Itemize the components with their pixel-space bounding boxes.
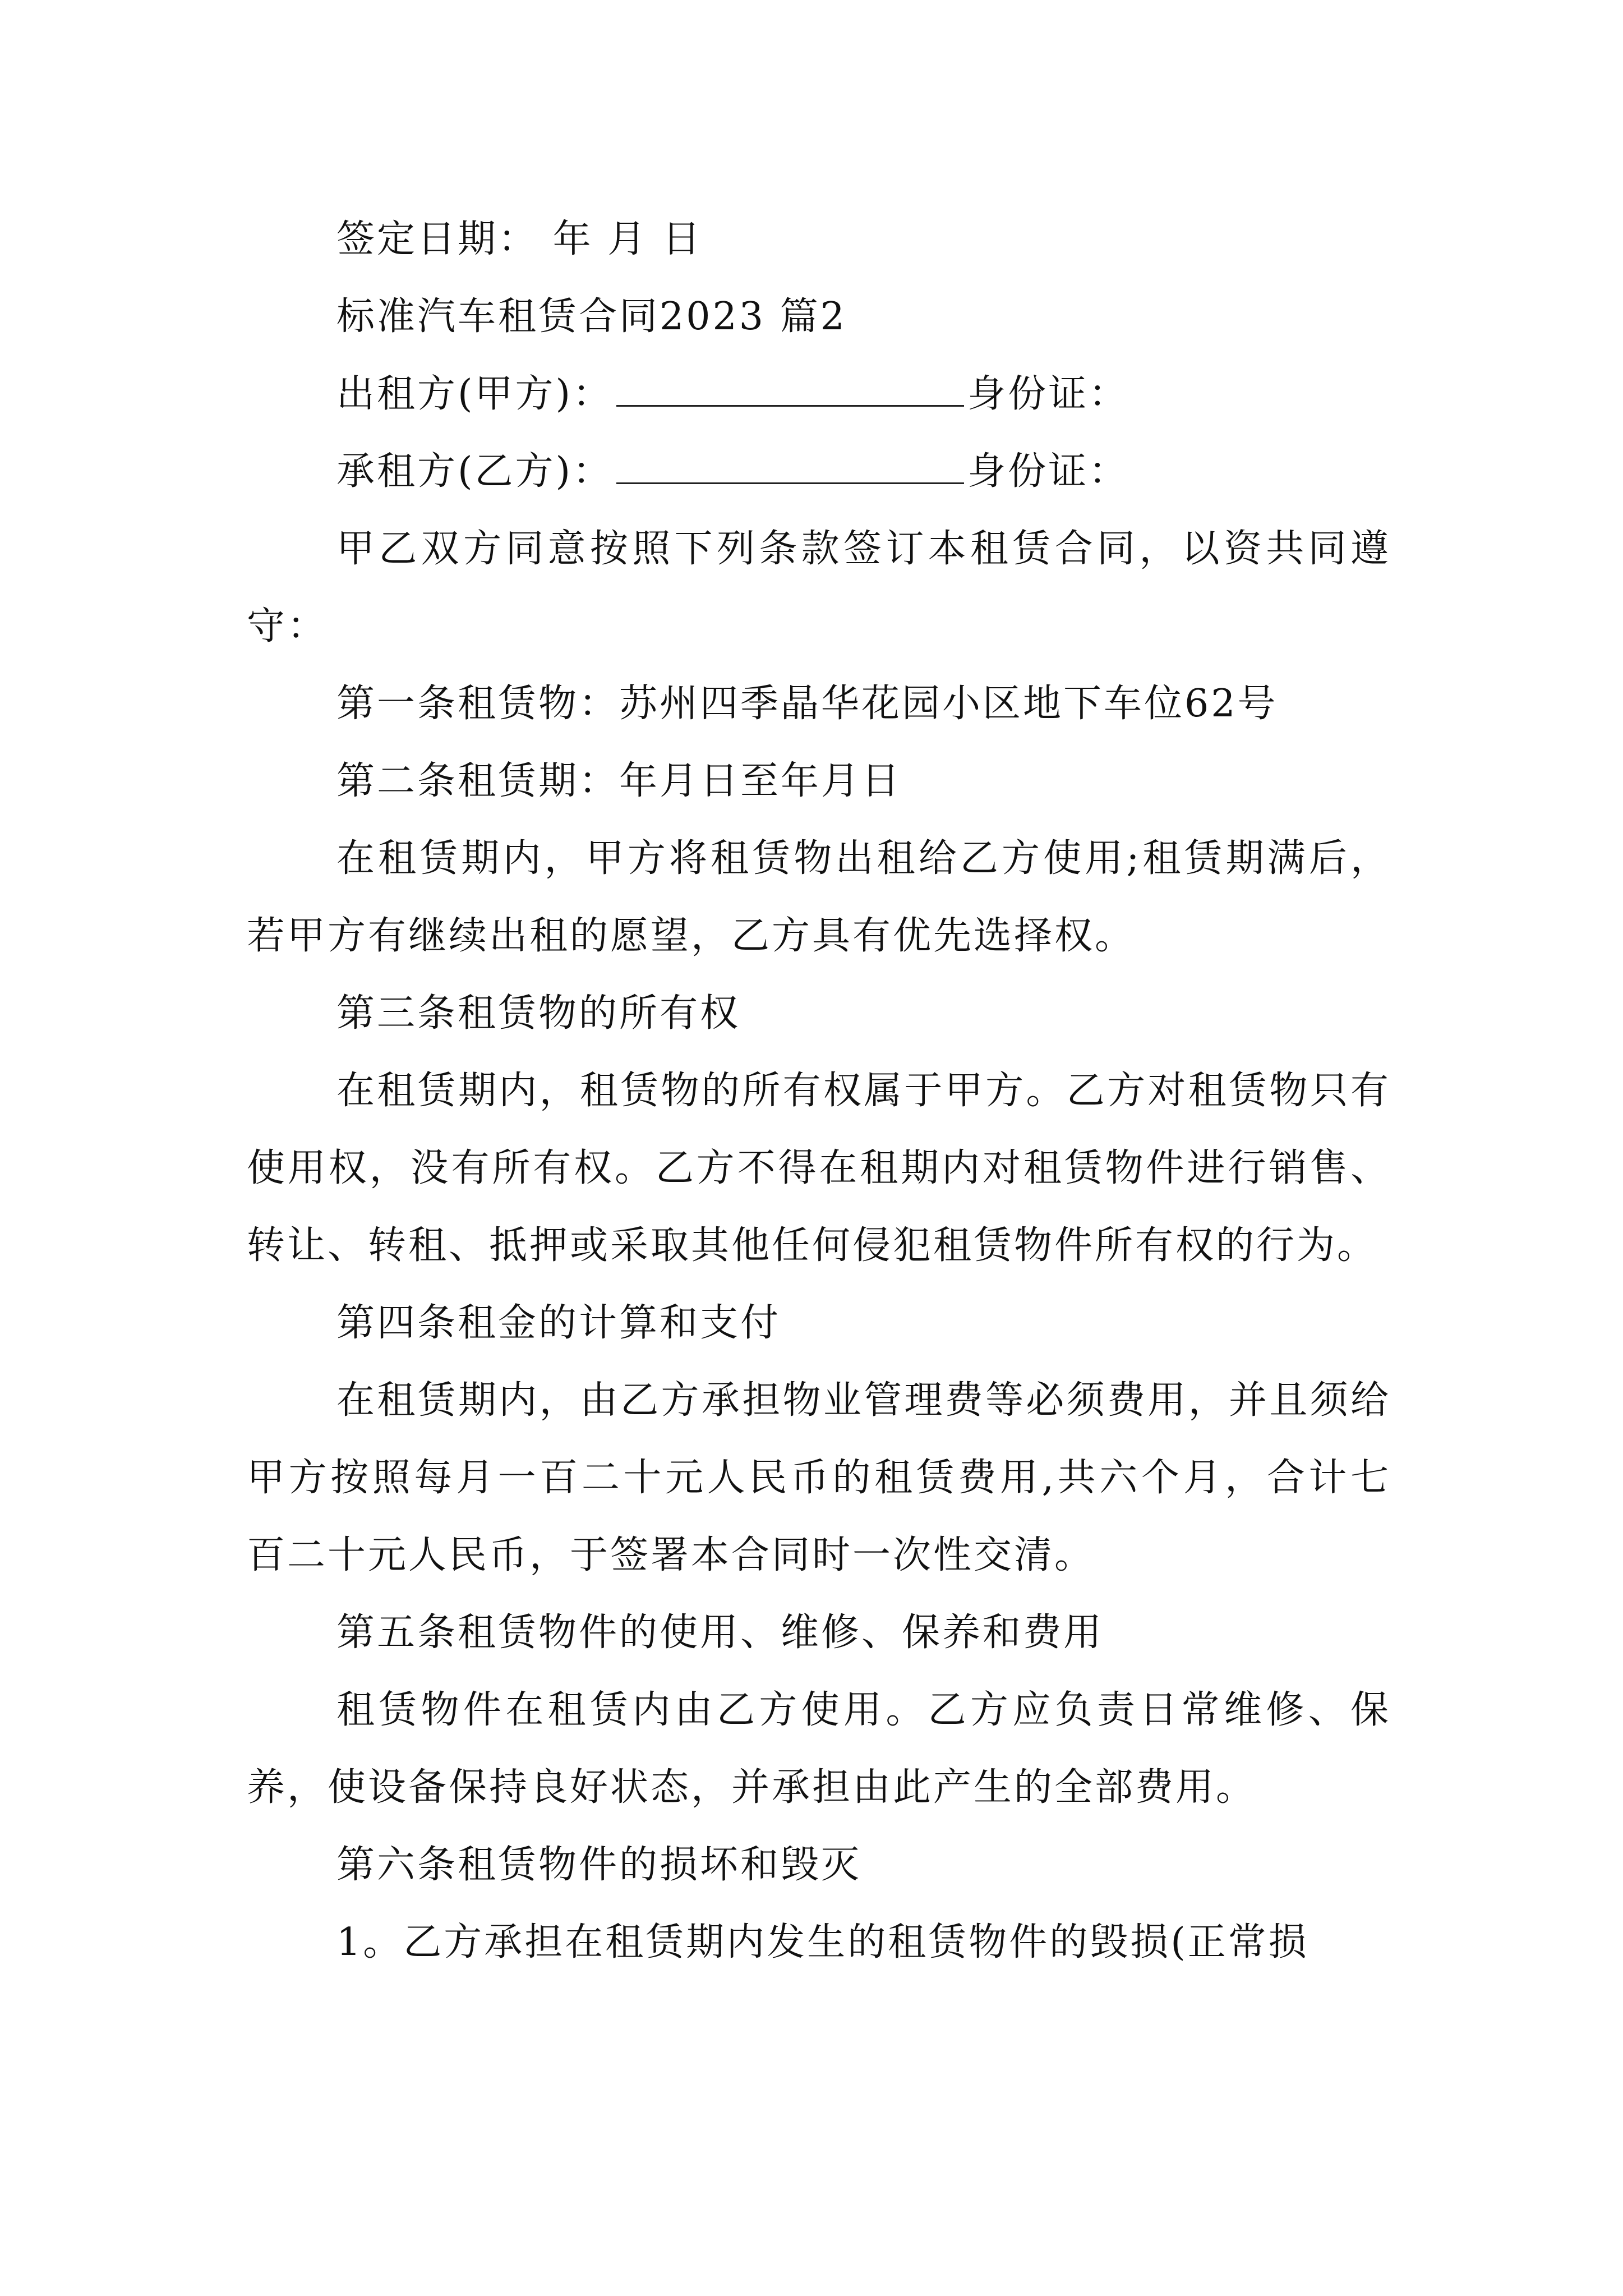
article-3-body: 在租赁期内，租赁物的所有权属于甲方。乙方对租赁物只有使用权，没有所有权。乙方不得在租期内对租赁物件进行销售、转让、转租、抵押或采取其他任何侵犯租赁物件所有权的行为。 [247, 1069, 1391, 1268]
article-2-body: 在租赁期内，甲方将租赁物出租给乙方使用;租赁期满后，若甲方有继续出租的愿望，乙方具有优先选择权。 [247, 836, 1391, 958]
article-2-heading: 第二条租赁期：年月日至年月日 [336, 759, 902, 803]
article-3-heading: 第三条租赁物的所有权 [336, 991, 741, 1036]
article-6-item-1: 1。乙方承担在租赁期内发生的租赁物件的毁损(正常损 [336, 1920, 1309, 1964]
article-4-body: 在租赁期内，由乙方承担物业管理费等必须费用，并且须给甲方按照每月一百二十元人民币的租赁费用,共六个月，合计七百二十元人民币，于签署本合同时一次性交清。 [247, 1378, 1391, 1577]
lessee-id-label: 身份证： [967, 449, 1129, 494]
lessor-line [247, 356, 1391, 433]
lessee-name-blank [616, 450, 964, 484]
article-5-heading: 第五条租赁物件的使用、维修、保养和费用 [336, 1611, 1104, 1655]
intro-paragraph: 甲乙双方同意按照下列条款签订本租赁合同，以资共同遵守： [247, 527, 1391, 648]
lessee-line [247, 433, 1391, 510]
article-5-body: 租赁物件在租赁内由乙方使用。乙方应负责日常维修、保养，使设备保持良好状态，并承担由此产生的全部费用。 [247, 1688, 1391, 1810]
contract-title: 标准汽车租赁合同2023 篇2 [336, 295, 847, 339]
lessor-name-blank [616, 372, 964, 407]
lessor-label: 出租方(甲方)： [336, 372, 614, 416]
article-6-heading: 第六条租赁物件的损坏和毁灭 [336, 1843, 862, 1887]
article-1: 第一条租赁物：苏州四季晶华花园小区地下车位62号 [336, 682, 1278, 726]
article-4-heading: 第四条租金的计算和支付 [336, 1301, 781, 1345]
lessor-id-label: 身份证： [967, 372, 1129, 416]
signing-date-line: 签定日期： 年 月 日 [336, 217, 703, 261]
contract-body [247, 201, 1391, 1981]
lessee-label: 承租方(乙方)： [336, 449, 614, 494]
